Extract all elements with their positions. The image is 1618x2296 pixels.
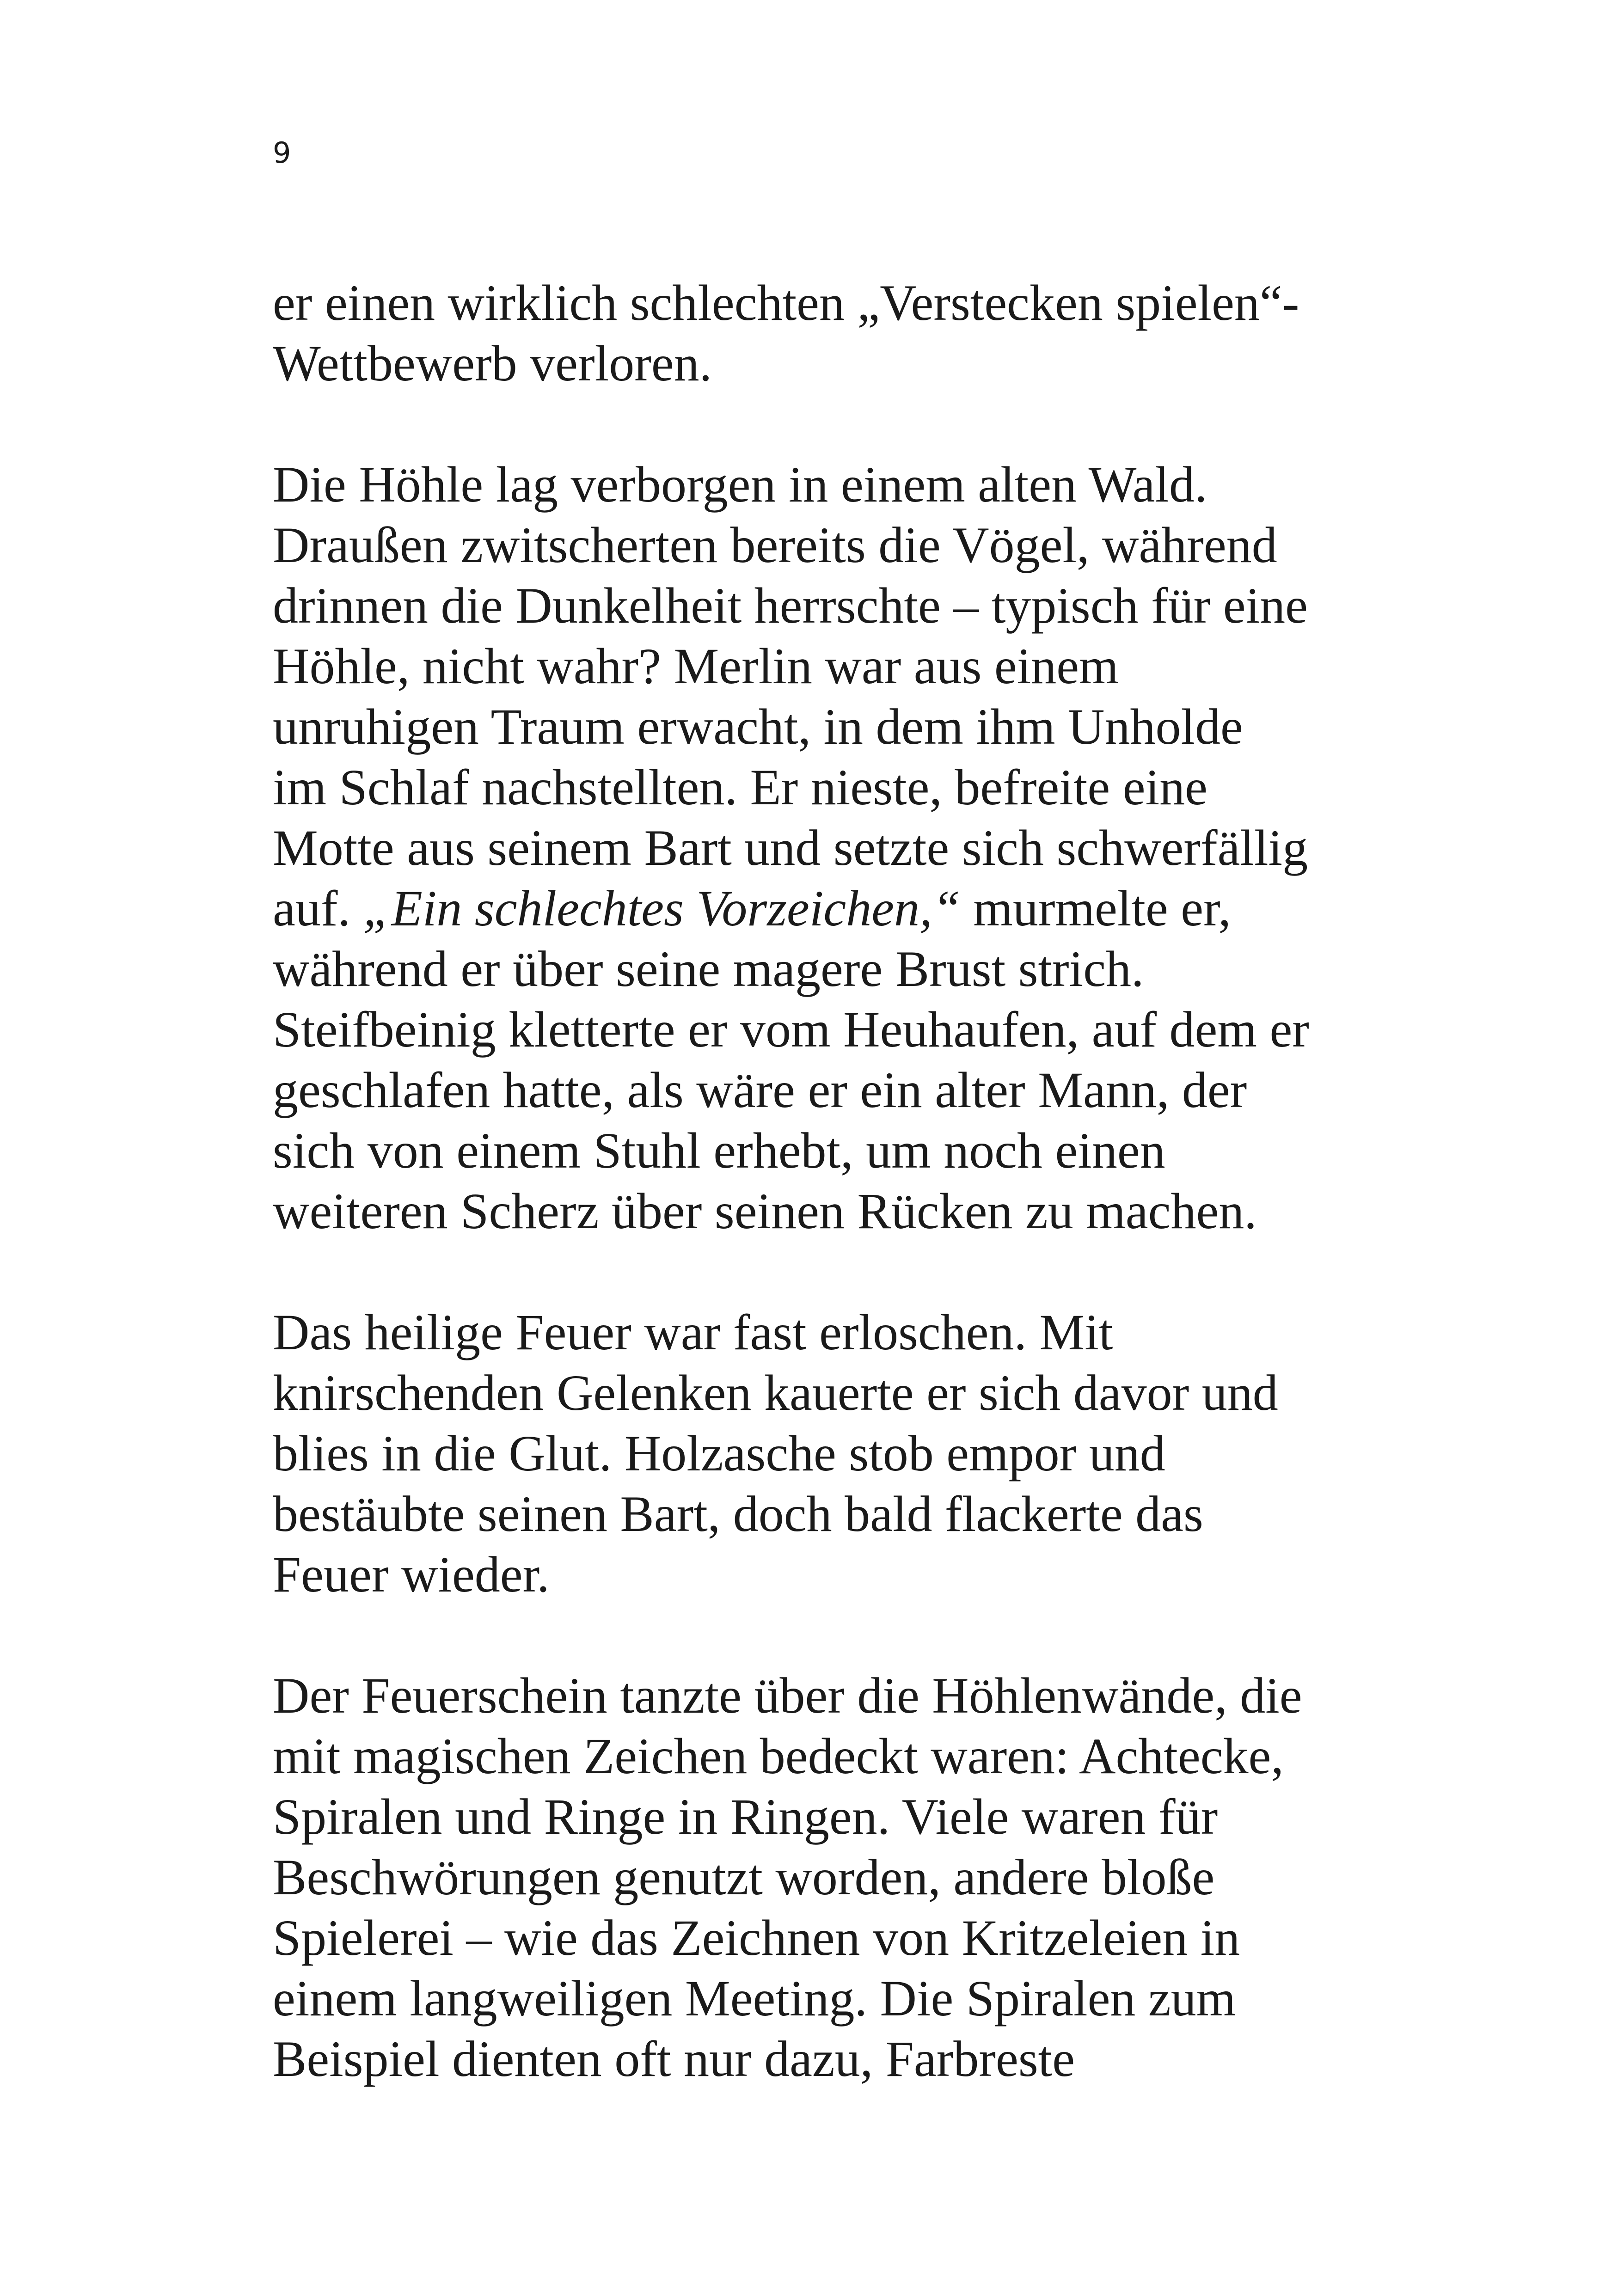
text-line: Der Feuerschein tanzte über die Höhlenwände, die (273, 1667, 1302, 1724)
text-line: geschlafen hatte, als wäre er ein alter Mann, der (273, 1062, 1247, 1118)
text-line: unruhigen Traum erwacht, in dem ihm Unholde (273, 698, 1243, 755)
text-line: Beschwörungen genutzt worden, andere bloße (273, 1849, 1215, 1905)
text-line: weiteren Scherz über seinen Rücken zu machen. (273, 1183, 1257, 1239)
quote-line-after: murmelte er, (960, 880, 1231, 937)
paragraph (273, 454, 1382, 1242)
paragraph-gap (273, 1605, 1382, 1665)
quote-line-before: auf. (273, 880, 363, 937)
text-line: drinnen die Dunkelheit herrschte – typisch für eine (273, 577, 1308, 634)
paragraph (273, 273, 1382, 394)
paragraph-gap (273, 394, 1382, 454)
body-text (273, 273, 1382, 2089)
text-line: Motte aus seinem Bart und setzte sich schwerfällig (273, 820, 1308, 876)
text-line: knirschenden Gelenken kauerte er sich davor und (273, 1365, 1278, 1421)
paragraph-gap (273, 1242, 1382, 1302)
text-line: er einen wirklich schlechten „Verstecken spielen“- (273, 275, 1299, 331)
text-line: bestäubte seinen Bart, doch bald flackerte das (273, 1486, 1203, 1542)
text-line: Wettbewerb verloren. (273, 335, 712, 392)
page-number: 9 (273, 136, 291, 170)
italic-quote: „Ein schlechtes Vorzeichen,“ (363, 880, 961, 937)
text-line: einem langweiligen Meeting. Die Spiralen zum (273, 1970, 1236, 2027)
paragraph (273, 1665, 1382, 2089)
text-line: im Schlaf nachstellten. Er nieste, befreite eine (273, 759, 1207, 815)
text-line: Die Höhle lag verborgen in einem alten Wald. (273, 456, 1207, 513)
text-line: mit magischen Zeichen bedeckt waren: Achtecke, (273, 1728, 1284, 1784)
text-line: Steifbeinig kletterte er vom Heuhaufen, auf dem er (273, 1001, 1309, 1058)
quote-line (273, 878, 1382, 939)
text-line: Draußen zwitscherten bereits die Vögel, während (273, 517, 1277, 573)
text-line: Höhle, nicht wahr? Merlin war aus einem (273, 638, 1119, 694)
text-line: Beispiel dienten oft nur dazu, Farbreste (273, 2031, 1075, 2087)
text-line: Feuer wieder. (273, 1546, 550, 1603)
text-line: Das heilige Feuer war fast erloschen. Mit (273, 1304, 1113, 1360)
text-line: Spiralen und Ringe in Ringen. Viele waren für (273, 1788, 1218, 1845)
text-line: sich von einem Stuhl erhebt, um noch einen (273, 1122, 1165, 1179)
text-line: blies in die Glut. Holzasche stob empor und (273, 1425, 1165, 1482)
text-line: während er über seine magere Brust strich. (273, 941, 1144, 997)
text-line: Spielerei – wie das Zeichnen von Kritzeleien in (273, 1910, 1240, 1966)
paragraph (273, 1302, 1382, 1605)
